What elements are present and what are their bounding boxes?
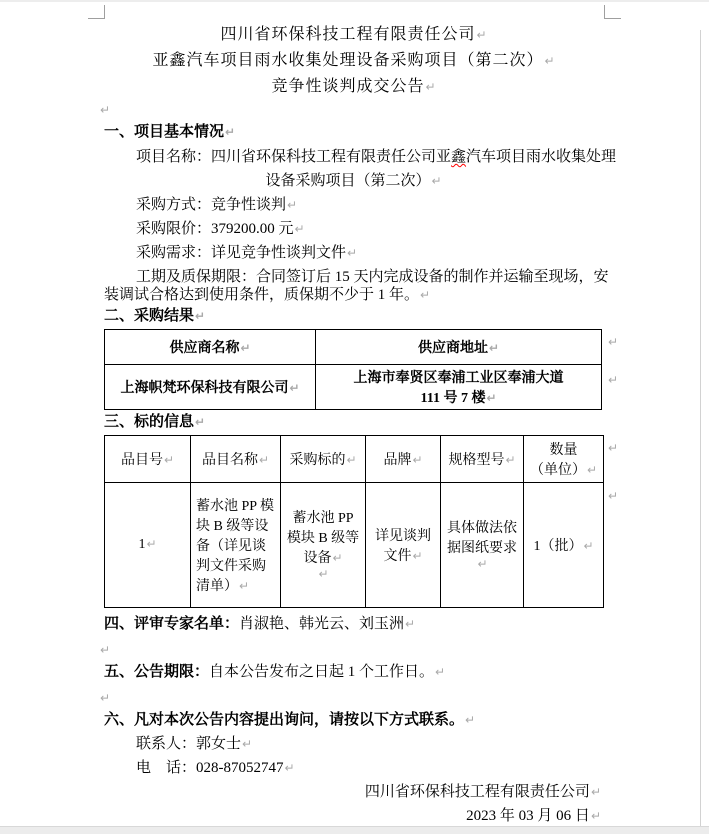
row-end-mark-icon: ↵ [607, 335, 618, 349]
paragraph-mark-icon: ↵ [544, 54, 555, 68]
section-3-heading: 三、标的信息↵ [104, 414, 206, 430]
qty-cell: 1（批）↵ [524, 483, 604, 608]
paragraph-mark-icon: ↵ [431, 174, 442, 188]
item-no-cell: 1↵ [105, 483, 191, 608]
paragraph-mark-icon: ↵ [239, 579, 250, 593]
page-right-edge [700, 30, 701, 826]
item-name-cell: 蓄水池 PP 模块 B 级等设备（详见谈判文件采购清单）↵ [191, 483, 281, 608]
row-end-mark-icon: ↵ [607, 441, 618, 455]
document-body [100, 22, 618, 832]
price-limit: 采购限价：379200.00 元↵ [136, 221, 305, 237]
subject-table-header-row [105, 436, 604, 483]
row-end-mark-icon: ↵ [607, 373, 618, 387]
paragraph-mark-icon: ↵ [346, 453, 357, 467]
period-value: 自本公告发布之日起 1 个工作日。 [209, 664, 435, 680]
signature-company-line: 四川省环保科技工程有限责任公司↵ [364, 784, 601, 800]
paragraph-mark-icon: ↵ [477, 557, 488, 571]
brand-cell: 详见谈判文件↵ [366, 483, 441, 608]
paragraph-mark-icon: ↵ [258, 453, 270, 467]
item-no-header-cell: 品目号↵ [105, 436, 191, 483]
item-name-header-cell: 品目名称↵ [191, 436, 281, 483]
supplier-table [104, 329, 602, 410]
paragraph-mark-icon: ↵ [242, 737, 253, 751]
contact-person-line: 联系人：郭女士↵ [136, 736, 253, 752]
paragraph-mark-icon: ↵ [318, 567, 329, 581]
row-end-mark-icon: ↵ [607, 489, 618, 503]
result-table-wrap [104, 329, 618, 410]
empty-paragraph [99, 100, 603, 122]
duration-line-1: 工期及质保期限：合同签订后 15 天内完成设备的制作并运输至现场，安 [136, 269, 609, 285]
paragraph-mark-icon: ↵ [195, 415, 206, 429]
paragraph-mark-icon: ↵ [412, 453, 423, 467]
paragraph-mark-icon: ↵ [195, 309, 206, 323]
empty-paragraph [99, 688, 603, 712]
target-header-cell: 采购标的↵ [281, 436, 366, 483]
signature-date-line: 2023 年 03 月 06 日↵ [466, 808, 601, 824]
brand-header-cell: 品牌↵ [366, 436, 441, 483]
paragraph-mark-icon: ↵ [287, 198, 298, 212]
paragraph-mark-icon: ↵ [486, 391, 497, 405]
empty-paragraph [99, 640, 603, 664]
paragraph-mark-icon: ↵ [347, 246, 358, 260]
supplier-addr-header-cell: 供应商地址↵ [316, 330, 602, 365]
experts-line [104, 616, 603, 633]
experts-value: 肖淑艳、韩光云、刘玉洲 [239, 616, 405, 632]
paragraph-mark-icon: ↵ [420, 288, 431, 302]
qty-header-cell [524, 436, 604, 483]
paragraph-mark-icon: ↵ [590, 785, 601, 799]
announcement-period-line [104, 664, 603, 681]
paragraph-mark-icon: ↵ [465, 713, 476, 727]
paragraph-mark-icon: ↵ [405, 617, 416, 631]
paragraph-mark-icon: ↵ [146, 537, 157, 551]
document-title [104, 22, 603, 100]
spec-cell: 具体做法依据图纸要求↵ [441, 483, 524, 608]
paragraph-mark-icon: ↵ [332, 551, 343, 565]
section-1-heading: 一、项目基本情况↵ [104, 124, 236, 140]
target-cell: 蓄水池 PP 模块 B 级等设备↵ ↵ [281, 483, 366, 608]
subject-table [104, 435, 604, 608]
paragraph-mark-icon: ↵ [425, 80, 436, 94]
supplier-name-cell: 上海帜梵环保科技有限公司↵ [105, 365, 316, 410]
paragraph-mark-icon: ↵ [225, 125, 236, 139]
title-line-2: 亚鑫汽车项目雨水收集处理设备采购项目（第二次）↵ [152, 52, 555, 69]
supplier-table-header-row [105, 330, 602, 365]
qty-header-line-2: （单位）↵ [529, 463, 598, 478]
project-name-line-2: 设备采购项目（第二次）↵ [265, 173, 442, 189]
supplier-addr-line-2: 111 号 7 楼↵ [420, 391, 497, 406]
paragraph-mark-icon: ↵ [488, 341, 500, 355]
spec-header-cell: 规格型号↵ [441, 436, 524, 483]
procurement-requirement: 采购需求：详见竞争性谈判文件↵ [136, 245, 358, 261]
paragraph-mark-icon: ↵ [583, 539, 594, 553]
paragraph-mark-icon: ↵ [435, 665, 446, 679]
paragraph-mark-icon: ↵ [240, 341, 251, 355]
section-2-heading: 二、采购结果↵ [104, 308, 206, 324]
title-line-3: 竞争性谈判成交公告↵ [271, 78, 436, 95]
paragraph-mark-icon: ↵ [505, 453, 516, 467]
supplier-addr-line-1: 上海市奉贤区奉浦工业区奉浦大道 [353, 371, 564, 386]
paragraph-mark-icon: ↵ [294, 222, 305, 236]
procurement-method: 采购方式：竞争性谈判↵ [136, 197, 298, 213]
qty-header-line-1: 数量 [549, 443, 578, 458]
supplier-addr-cell [316, 365, 602, 410]
supplier-table-data-row [105, 365, 602, 410]
duration-line-2: 装调试合格达到使用条件，质保期不少于 1 年。↵ [104, 287, 431, 303]
paragraph-mark-icon: ↵ [100, 643, 111, 657]
paragraph-mark-icon: ↵ [100, 691, 111, 705]
paragraph-mark-icon: ↵ [590, 809, 601, 823]
paragraph-mark-icon: ↵ [476, 28, 487, 42]
paragraph-mark-icon: ↵ [284, 761, 295, 775]
period-label: 五、公告期限： [104, 664, 210, 680]
paragraph-mark-icon: ↵ [100, 103, 111, 117]
section-6-heading: 六、凡对本次公告内容提出询问，请按以下方式联系。↵ [104, 712, 476, 728]
spellcheck-underlined-text: 鑫 [451, 149, 467, 165]
margin-crop-mark-top-right [604, 5, 621, 19]
subject-table-data-row [105, 483, 604, 608]
title-line-1: 四川省环保科技工程有限责任公司↵ [220, 26, 487, 43]
contact-phone-line: 电 话：028-87052747↵ [136, 760, 295, 776]
supplier-name-header-cell: 供应商名称↵ [105, 330, 316, 365]
paragraph-mark-icon: ↵ [289, 381, 300, 395]
subject-table-wrap [104, 435, 618, 608]
paragraph-mark-icon: ↵ [586, 463, 598, 477]
paragraph-mark-icon: ↵ [163, 453, 175, 467]
paragraph-mark-icon: ↵ [412, 549, 423, 563]
experts-label: 四、评审专家名单： [104, 616, 240, 632]
margin-crop-mark-top-left [88, 5, 105, 19]
project-name-line-1: 项目名称：四川省环保科技工程有限责任公司亚鑫汽车项目雨水收集处理 [136, 149, 617, 165]
empty-paragraph [285, 567, 361, 583]
page-top-edge [0, 0, 709, 2]
